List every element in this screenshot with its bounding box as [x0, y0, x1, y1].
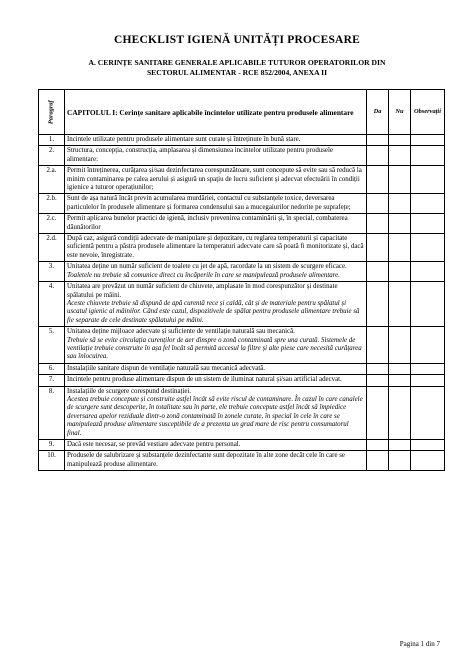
- section-subtitle: [60, 58, 414, 78]
- row-number: 2.b.: [39, 194, 65, 214]
- no-cell[interactable]: [389, 234, 411, 262]
- requirement-text: Permit aplicarea bunelor practici de igienă, inclusiv prevenirea contaminării și, în special, combaterea dăunătorilor: [67, 215, 348, 231]
- row-requirement: [65, 262, 367, 282]
- no-cell[interactable]: [389, 375, 411, 386]
- yes-cell[interactable]: [367, 375, 389, 386]
- row-number: 7.: [39, 375, 65, 386]
- no-cell[interactable]: [389, 262, 411, 282]
- table-row: [39, 282, 445, 327]
- yes-cell[interactable]: [367, 282, 389, 327]
- no-cell[interactable]: [389, 146, 411, 166]
- row-number: 2.: [39, 146, 65, 166]
- table-row: [39, 146, 445, 166]
- table-row: [39, 327, 445, 364]
- row-requirement: [65, 146, 367, 166]
- no-cell[interactable]: [389, 214, 411, 234]
- remarks-cell[interactable]: [411, 234, 445, 262]
- remarks-cell[interactable]: [411, 386, 445, 439]
- no-cell[interactable]: [389, 363, 411, 374]
- yes-cell[interactable]: [367, 166, 389, 194]
- requirement-text: Dacă este necesar, se prevăd vestiare adecvate pentru personal.: [67, 441, 241, 448]
- remarks-cell[interactable]: [411, 194, 445, 214]
- row-requirement: [65, 386, 367, 439]
- row-requirement: [65, 282, 367, 327]
- requirement-text: Unitatea deține mijloace adecvate și suficiente de ventilație naturală sau mecanică.: [67, 328, 295, 336]
- row-number: 4.: [39, 282, 65, 327]
- table-row: [39, 440, 445, 451]
- no-cell[interactable]: [389, 386, 411, 439]
- table-row: [39, 194, 445, 214]
- row-number: 10.: [39, 451, 65, 471]
- checklist-table: [38, 89, 445, 471]
- row-number: 8.: [39, 386, 65, 439]
- table-row: [39, 386, 445, 439]
- header-chapter: CAPITOLUL I: Cerințe sanitare aplicabile încintelor utilizate pentru produsele alimentare: [65, 90, 367, 135]
- table-row: [39, 166, 445, 194]
- remarks-cell[interactable]: [411, 440, 445, 451]
- row-requirement: [65, 363, 367, 374]
- yes-cell[interactable]: [367, 135, 389, 146]
- header-no: Nu: [389, 90, 411, 135]
- subtitle-line-2: SECTORUL ALIMENTAR - RCE 852/2004, ANEXA II: [146, 68, 328, 77]
- requirement-text: Structura, concepția, construcția, amplasarea și dimensiunea incintelor utilizate pentru produsele alimentare:: [67, 147, 333, 163]
- requirement-text: Incintele utilizate pentru produsele alimentare sunt curate și întreținute în bună stare.: [67, 136, 301, 143]
- yes-cell[interactable]: [367, 214, 389, 234]
- no-cell[interactable]: [389, 166, 411, 194]
- requirement-note: Trebuie să se evite circulația curenților de aer dinspre o zonă contaminată spre una curată. Sistemele de ventilație trebuie construite în așa fel încât să permită accesul la filtre și alte piese care necesită curățarea sau înlocuirea.: [67, 336, 362, 361]
- page-title: CHECKLIST IGIENĂ UNITĂȚI PROCESARE: [114, 34, 360, 46]
- requirement-text: Unitatea are prevăzut un număr suficient de chiuvete, amplasate în mod corespunzător și destinate spălatului pe mâini.: [67, 283, 338, 299]
- table-row: [39, 135, 445, 146]
- no-cell[interactable]: [389, 327, 411, 364]
- header-yes: Da: [367, 90, 389, 135]
- yes-cell[interactable]: [367, 451, 389, 471]
- remarks-cell[interactable]: [411, 363, 445, 374]
- table-row: [39, 262, 445, 282]
- requirement-text: Instalațiile de scurgere corespund destinației.: [67, 387, 192, 395]
- requirement-note: Toaletele nu trebuie să comunice direct cu încăperile în care se manipulează produsele alimentare.: [67, 271, 340, 279]
- remarks-cell[interactable]: [411, 146, 445, 166]
- table-row: [39, 234, 445, 262]
- remarks-cell[interactable]: [411, 135, 445, 146]
- remarks-cell[interactable]: [411, 214, 445, 234]
- remarks-cell[interactable]: [411, 375, 445, 386]
- row-requirement: [65, 327, 367, 364]
- requirement-text: Sunt de așa natură încât previn acumularea murdăriei, contactul cu substanțele toxice, deversarea particulelor în produsele alimentare și formarea condensului sau a mucegaiurilor nedorite pe suprafețe;: [67, 195, 351, 211]
- no-cell[interactable]: [389, 440, 411, 451]
- no-cell[interactable]: [389, 135, 411, 146]
- row-number: 1.: [39, 135, 65, 146]
- row-number: 9.: [39, 440, 65, 451]
- requirement-text: Permit întreținerea, curățarea și/sau dezinfectarea corespunzătoare, sunt concepute să evite sau să reducă la minim contaminarea pe calea aerului și asigură un spațiu de lucru suficient și adecvat efectuării în condiții igienice a tuturor operațiunilor;: [67, 167, 362, 192]
- row-requirement: [65, 214, 367, 234]
- row-requirement: [65, 234, 367, 262]
- table-row: [39, 363, 445, 374]
- yes-cell[interactable]: [367, 194, 389, 214]
- yes-cell[interactable]: [367, 327, 389, 364]
- row-number: 2.a.: [39, 166, 65, 194]
- yes-cell[interactable]: [367, 386, 389, 439]
- table-header-row: [39, 90, 445, 135]
- requirement-text: Incintele pentru produse alimentare dispun de un sistem de iluminat natural și/sau artificial adecvat.: [67, 376, 342, 384]
- subtitle-line-1: A. CERINȚE SANITARE GENERALE APLICABILE TUTUROR OPERATORILOR DIN: [88, 58, 386, 67]
- requirement-text: După caz, asigură condiții adecvate de manipulare și depozitare, cu reglarea temperaturii și capacitate suficientă pentru a păstra produsele alimentare la temperaturi adecvate care să poată fi monitorizate și, dacă este nevoie, înregistrate.: [67, 235, 364, 259]
- remarks-cell[interactable]: [411, 327, 445, 364]
- no-cell[interactable]: [389, 451, 411, 471]
- row-requirement: [65, 194, 367, 214]
- no-cell[interactable]: [389, 282, 411, 327]
- row-number: 5.: [39, 327, 65, 364]
- header-remarks: Observații: [411, 90, 445, 135]
- remarks-cell[interactable]: [411, 282, 445, 327]
- table-row: [39, 451, 445, 471]
- requirement-text: Produsele de salubrizare și substanțele dezinfectante sunt depozitate în alte zone decât cele în care se manipulează produse alimentare.: [67, 452, 345, 468]
- yes-cell[interactable]: [367, 363, 389, 374]
- requirement-note: Acestea trebuie concepute și construite astfel încât să evite riscul de contaminare. În cazul în care canalele de scurgere sunt descoperite, în totalitate sau în parte, ele trebuie concepute astfel încât să împiedice deversarea apelor reziduale dintr-o zonă contaminată în zonele curate, în special în cele în care se manipulează produse alimentare susceptibile de a prezenta un grad mare de risc pentru consumatorul final.: [67, 395, 363, 437]
- row-requirement: [65, 375, 367, 386]
- remarks-cell[interactable]: [411, 451, 445, 471]
- row-number: 6.: [39, 363, 65, 374]
- row-number: 3.: [39, 262, 65, 282]
- row-number: 2.d.: [39, 234, 65, 262]
- page-number: Pagina 1 din 7: [399, 640, 440, 648]
- yes-cell[interactable]: [367, 262, 389, 282]
- row-number: 2.c.: [39, 214, 65, 234]
- no-cell[interactable]: [389, 194, 411, 214]
- table-row: [39, 375, 445, 386]
- remarks-cell[interactable]: [411, 262, 445, 282]
- yes-cell[interactable]: [367, 146, 389, 166]
- yes-cell[interactable]: [367, 234, 389, 262]
- requirement-note: Aceste chiuvete trebuie să dispună de apă curentă rece și caldă, cât și de materiale pentru spălatul și uscatul igienic al mâinilor. Când este cazul, dispozitivele de spălat pentru produsele alimentare trebuie să fie separate de cele destinate spălatului pe mâini.: [67, 299, 360, 324]
- requirement-text: Instalațiile sanitare dispun de ventilație naturală sau mecanică adecvată.: [67, 364, 266, 372]
- table-row: [39, 214, 445, 234]
- row-requirement: [65, 166, 367, 194]
- remarks-cell[interactable]: [411, 166, 445, 194]
- header-paragraph: Paragraf: [39, 90, 65, 135]
- yes-cell[interactable]: [367, 440, 389, 451]
- requirement-text: Unitatea deține un număr suficient de toalete cu jet de apă, racordate la un sistem de scurgere eficace.: [67, 263, 347, 271]
- row-requirement: [65, 135, 367, 146]
- row-requirement: [65, 451, 367, 471]
- row-requirement: [65, 440, 367, 451]
